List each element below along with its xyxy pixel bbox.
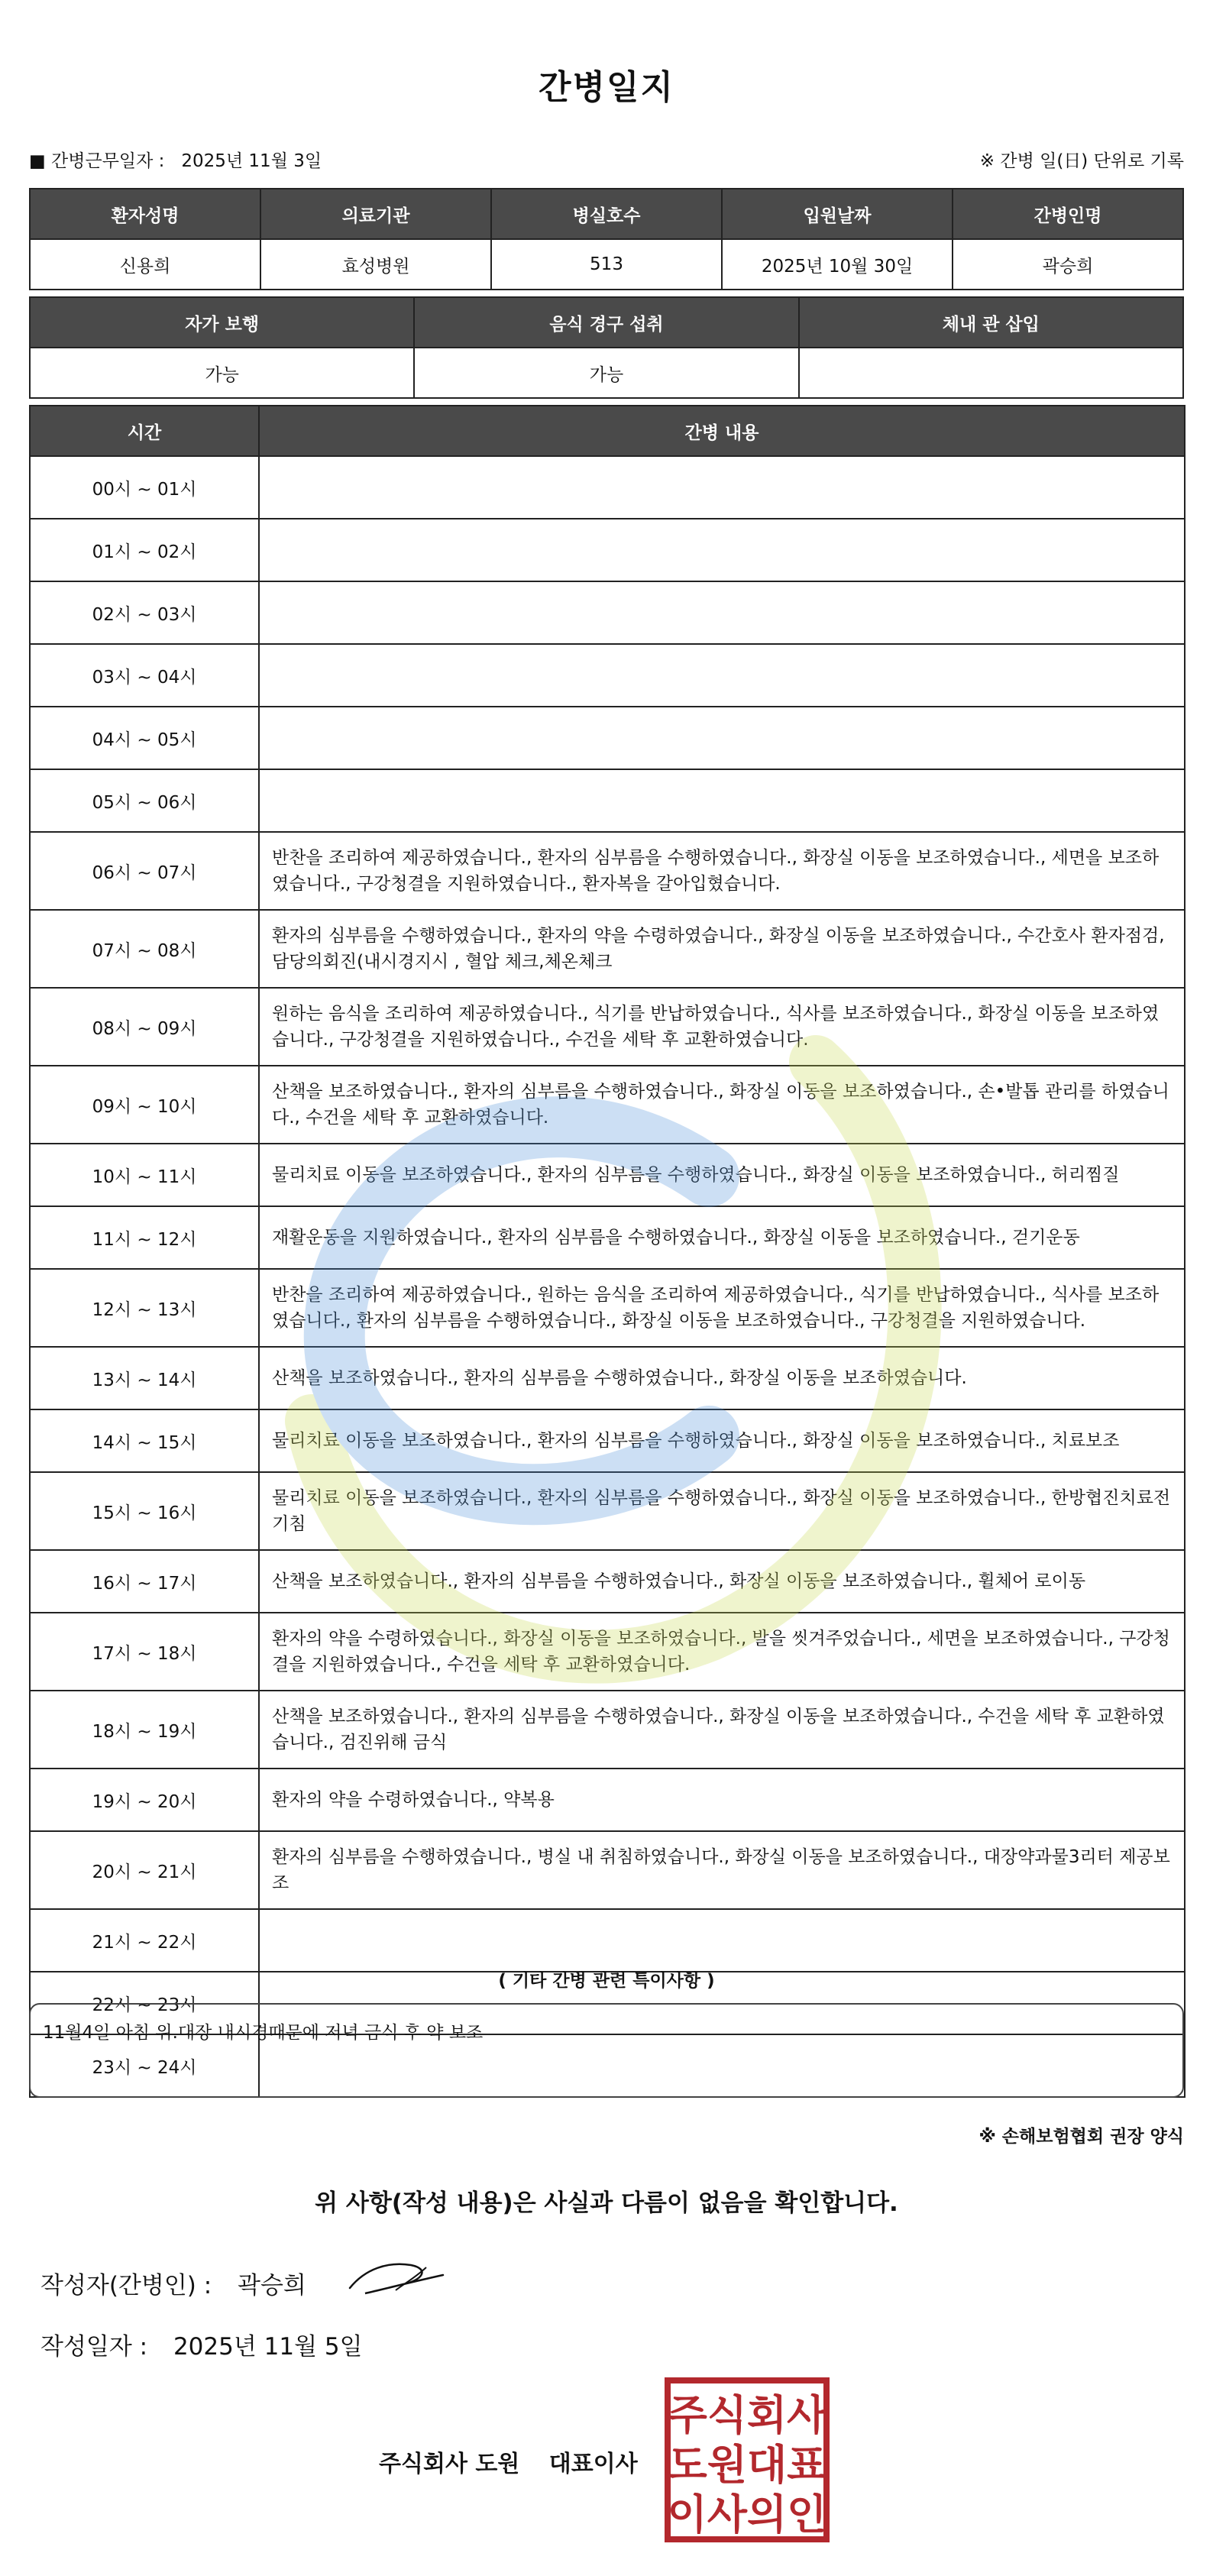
log-time: 19시 ~ 20시 [30, 1769, 259, 1831]
caregiver-name: 곽승희 [953, 239, 1183, 290]
log-row [30, 1347, 1185, 1409]
log-content [259, 519, 1185, 581]
log-row [30, 1206, 1185, 1269]
oral-intake-value: 가능 [414, 348, 798, 398]
company-seal-stamp [663, 2376, 831, 2544]
log-row [30, 1269, 1185, 1347]
header-patient-name: 환자성명 [30, 189, 260, 239]
writer-name: 곽승희 [238, 2272, 306, 2299]
confirmation-statement: 위 사항(작성 내용)은 사실과 다름이 없음을 확인합니다. [315, 2189, 898, 2217]
log-row [30, 1066, 1185, 1144]
patient-name: 신용희 [30, 239, 260, 290]
log-time: 16시 ~ 17시 [30, 1550, 259, 1613]
log-content [259, 1909, 1185, 1972]
work-date-value: 2025년 11월 3일 [181, 151, 322, 171]
log-time: 12시 ~ 13시 [30, 1269, 259, 1347]
log-row [30, 644, 1185, 707]
writer-label: 작성자(간병인) : [40, 2272, 212, 2299]
representative-title: 대표이사 [548, 2451, 638, 2477]
log-time: 10시 ~ 11시 [30, 1144, 259, 1206]
log-content: 산책을 보조하였습니다., 환자의 심부름을 수행하였습니다., 화장실 이동을 보조하였습니다., 손•발톱 관리를 하였습니다., 수건을 세탁 후 교환하였습니다. [259, 1066, 1185, 1144]
log-row [30, 581, 1185, 644]
log-row [30, 910, 1185, 988]
log-content: 원하는 음식을 조리하여 제공하였습니다., 식기를 반납하였습니다., 식사를 보조하였습니다., 화장실 이동을 보조하였습니다., 구강청결을 지원하였습니다., 수건을 세탁 후 교환하였습니다. [259, 988, 1185, 1066]
header-hospital: 의료기관 [260, 189, 491, 239]
log-content: 환자의 약을 수령하였습니다., 약복용 [259, 1769, 1185, 1831]
log-time: 22시 ~ 23시 [30, 1972, 259, 2034]
log-content: 산책을 보조하였습니다., 환자의 심부름을 수행하였습니다., 화장실 이동을 보조하였습니다., 휠체어 로이동 [259, 1550, 1185, 1613]
log-content: 반찬을 조리하여 제공하였습니다., 환자의 심부름을 수행하였습니다., 화장실 이동을 보조하였습니다., 세면을 보조하였습니다., 구강청결을 지원하였습니다., 환자복을 갈아입혔습니다. [259, 832, 1185, 910]
log-row [30, 1144, 1185, 1206]
tube-insertion-value [799, 348, 1183, 398]
company-line [379, 2445, 638, 2478]
log-content [259, 707, 1185, 769]
writer-line [40, 2266, 306, 2300]
patient-info-table [29, 188, 1184, 290]
log-time: 01시 ~ 02시 [30, 519, 259, 581]
log-time: 03시 ~ 04시 [30, 644, 259, 707]
log-row [30, 456, 1185, 519]
log-time: 06시 ~ 07시 [30, 832, 259, 910]
log-row [30, 1691, 1185, 1769]
write-date-label: 작성일자 : [40, 2333, 148, 2361]
company-name: 주식회사 도원 [379, 2451, 520, 2477]
log-time: 15시 ~ 16시 [30, 1472, 259, 1550]
log-time: 07시 ~ 08시 [30, 910, 259, 988]
recommended-form-note: ※ 손해보험협회 권장 양식 [978, 2127, 1184, 2147]
header-admission-date: 입원날짜 [722, 189, 953, 239]
log-time: 18시 ~ 19시 [30, 1691, 259, 1769]
log-row [30, 769, 1185, 832]
special-notes-box [29, 2003, 1184, 2098]
log-row [30, 707, 1185, 769]
svg-text:도원대표: 도원대표 [667, 2440, 827, 2489]
special-notes-text: 11월4일 아침 위.대장 내시경때문에 저녁 금식 후 약 보조 [43, 2023, 484, 2043]
log-content: 산책을 보조하였습니다., 환자의 심부름을 수행하였습니다., 화장실 이동을 보조하였습니다., 수건을 세탁 후 교환하였습니다., 검진위해 금식 [259, 1691, 1185, 1769]
log-row [30, 832, 1185, 910]
room-number: 513 [491, 239, 722, 290]
log-content: 물리치료 이동을 보조하였습니다., 환자의 심부름을 수행하였습니다., 화장실 이동을 보조하였습니다., 한방협진치료전기침 [259, 1472, 1185, 1550]
log-time: 17시 ~ 18시 [30, 1613, 259, 1691]
log-content: 물리치료 이동을 보조하였습니다., 환자의 심부름을 수행하였습니다., 화장실 이동을 보조하였습니다., 허리찜질 [259, 1144, 1185, 1206]
log-content: 환자의 심부름을 수행하였습니다., 병실 내 취침하였습니다., 화장실 이동을 보조하였습니다., 대장약과물3리터 제공보조 [259, 1831, 1185, 1909]
header-caregiver: 간병인명 [953, 189, 1183, 239]
self-walking-value: 가능 [30, 348, 414, 398]
write-date-line [40, 2327, 363, 2361]
log-content [259, 581, 1185, 644]
log-row [30, 1831, 1185, 1909]
header-tube-insertion: 체내 관 삽입 [799, 297, 1183, 348]
special-notes-title: ( 기타 간병 관련 특이사항 ) [498, 1971, 715, 1991]
log-row [30, 1550, 1185, 1613]
log-time: 21시 ~ 22시 [30, 1909, 259, 1972]
log-content [259, 456, 1185, 519]
log-time: 09시 ~ 10시 [30, 1066, 259, 1144]
log-row [30, 1613, 1185, 1691]
page-title: 간병일지 [538, 68, 674, 107]
record-unit-note: ※ 간병 일(日) 단위로 기록 [979, 151, 1184, 171]
log-row [30, 988, 1185, 1066]
header-oral-intake: 음식 경구 섭취 [414, 297, 798, 348]
log-time: 05시 ~ 06시 [30, 769, 259, 832]
log-content [259, 769, 1185, 832]
log-time: 00시 ~ 01시 [30, 456, 259, 519]
log-time: 04시 ~ 05시 [30, 707, 259, 769]
patient-status-table [29, 296, 1184, 399]
log-row [30, 1909, 1185, 1972]
log-row [30, 1769, 1185, 1831]
log-time: 13시 ~ 14시 [30, 1347, 259, 1409]
log-content: 재활운동을 지원하였습니다., 환자의 심부름을 수행하였습니다., 화장실 이동을 보조하였습니다., 걷기운동 [259, 1206, 1185, 1269]
svg-text:주식회사: 주식회사 [667, 2390, 827, 2439]
log-row [30, 1409, 1185, 1472]
log-content: 환자의 약을 수령하였습니다., 화장실 이동을 보조하였습니다., 발을 씻겨주었습니다., 세면을 보조하였습니다., 구강청결을 지원하였습니다., 수건을 세탁 후 교환하였습니다. [259, 1613, 1185, 1691]
svg-text:이사의인: 이사의인 [667, 2490, 827, 2539]
admission-date: 2025년 10월 30일 [722, 239, 953, 290]
write-date-value: 2025년 11월 5일 [173, 2333, 363, 2361]
log-content: 반찬을 조리하여 제공하였습니다., 원하는 음식을 조리하여 제공하였습니다., 식기를 반납하였습니다., 식사를 보조하였습니다., 환자의 심부름을 수행하였습니다., 화장실 이동을 보조하였습니다., 구강청결을 지원하였습니다. [259, 1269, 1185, 1347]
log-content: 산책을 보조하였습니다., 환자의 심부름을 수행하였습니다., 화장실 이동을 보조하였습니다. [259, 1347, 1185, 1409]
signature-image [342, 2246, 449, 2307]
log-content [259, 644, 1185, 707]
log-time: 02시 ~ 03시 [30, 581, 259, 644]
hospital-name: 효성병원 [260, 239, 491, 290]
care-log-table [29, 405, 1186, 2098]
log-content: 물리치료 이동을 보조하였습니다., 환자의 심부름을 수행하였습니다., 화장실 이동을 보조하였습니다., 치료보조 [259, 1409, 1185, 1472]
log-time: 08시 ~ 09시 [30, 988, 259, 1066]
header-time: 시간 [30, 406, 259, 456]
log-row [30, 1472, 1185, 1550]
work-date-label: ■ 간병근무일자 : [29, 151, 165, 171]
log-time: 14시 ~ 15시 [30, 1409, 259, 1472]
log-time: 11시 ~ 12시 [30, 1206, 259, 1269]
log-time: 20시 ~ 21시 [30, 1831, 259, 1909]
header-self-walking: 자가 보행 [30, 297, 414, 348]
header-care-content: 간병 내용 [259, 406, 1185, 456]
log-time: 23시 ~ 24시 [30, 2034, 259, 2097]
work-date [29, 147, 322, 172]
log-content: 환자의 심부름을 수행하였습니다., 환자의 약을 수령하였습니다., 화장실 이동을 보조하였습니다., 수간호사 환자점검, 담당의회진(내시경지시 , 혈압 체크,체온체크 [259, 910, 1185, 988]
log-row [30, 519, 1185, 581]
header-room: 병실호수 [491, 189, 722, 239]
